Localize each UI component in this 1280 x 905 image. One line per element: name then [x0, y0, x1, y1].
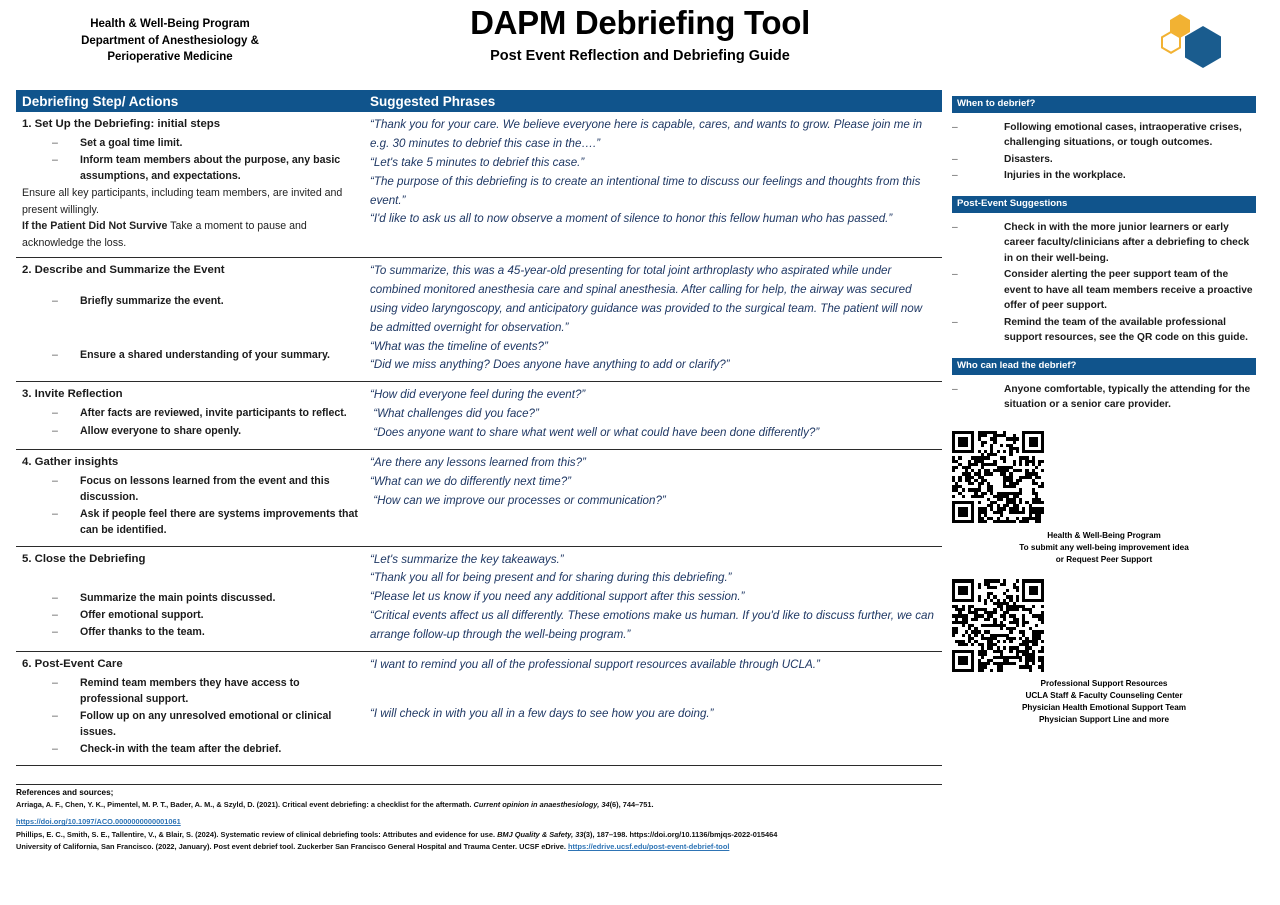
reference-text: Phillips, E. C., Smith, S. E., Tallentire, V., & Blair, S. (2024). Systematic review of clinical debriefing tools: Attributes and evidence for use.	[16, 830, 498, 840]
phrases-cell	[366, 450, 942, 545]
step-cell	[16, 450, 366, 545]
sidebar-list-post-event-suggestions	[952, 220, 1256, 346]
column-header-steps: Debriefing Step/ Actions	[22, 93, 179, 109]
table-row	[16, 450, 942, 546]
reference-link-row	[16, 811, 942, 829]
reference-text: Arriaga, A. F., Chen, Y. K., Pimentel, M. P. T., Bader, A. M., & Szyld, D. (2021). Critical event debriefing: a checklist for the aftermath.	[16, 800, 474, 810]
list-item	[952, 267, 1256, 314]
hexagon-logo	[1155, 10, 1235, 76]
qr-caption-line: To submit any well-being improvement idea	[1019, 542, 1189, 552]
step-title: 5. Close the Debriefing	[22, 552, 146, 565]
step-bullets	[22, 135, 360, 184]
phrase: “How can we improve our processes or communication?”	[370, 493, 666, 507]
qr-code-wellbeing-program[interactable]	[952, 431, 1045, 524]
note-bold-lead: If the Patient Did Not Survive	[22, 220, 168, 233]
step-title: 3. Invite Reflection	[22, 388, 123, 401]
table-row	[16, 112, 942, 258]
qr-block-wellbeing	[952, 431, 1256, 565]
step-bullets	[22, 675, 360, 757]
step-note: Ensure all key participants, including team members, are invited and present willingly.	[22, 187, 343, 216]
step-title: 1. Set Up the Debriefing: initial steps	[22, 118, 221, 130]
phrase: “What challenges did you face?”	[370, 407, 539, 421]
qr-caption-line: Physician Health Emotional Support Team	[1021, 703, 1187, 712]
sidebar-heading-post-event-suggestions: Post-Event Suggestions	[952, 196, 1256, 213]
reference-entry	[16, 841, 942, 853]
list-item: – Inform team members about the purpose, any basic assumptions, and expectations.	[22, 152, 360, 184]
list-item: – Offer thanks to the team.	[22, 624, 360, 640]
reference-link[interactable]: https://doi.org/10.1097/ACO.0000000000001061	[16, 817, 181, 827]
phrase: “Let's take 5 minutes to debrief this case.”	[370, 155, 585, 169]
list-item-label: Consider alerting the peer support team of the event to have all team members receive a proactive offer of peer support.	[1004, 269, 1253, 312]
step-bullets	[22, 473, 360, 538]
phrases-cell	[366, 382, 942, 449]
list-item-label: Injuries in the workplace.	[1004, 170, 1126, 182]
list-item	[952, 120, 1256, 151]
reference-entry	[16, 799, 942, 811]
sidebar	[952, 96, 1256, 726]
phrase: “To summarize, this was a 45-year-old presenting for total joint arthroplasty who aspirated while under combined monitored anesthesia care and spinal anesthesia. After calling for help, the airway was secured using video laryngoscopy, and anticipatory guidance was provided to the surgical team. The patient will now be admitted overnight for observation.”	[370, 264, 923, 334]
dash-marker: –	[952, 170, 958, 182]
qr-caption-professional-support	[952, 678, 1256, 726]
table-row	[16, 652, 942, 766]
step-title: 4. Gather insights	[22, 456, 119, 469]
list-item: – Check-in with the team after the debrief.	[22, 741, 360, 757]
phrase: “I will check in with you all in a few days to see how you are doing.”	[370, 706, 714, 720]
list-item: – Ensure a shared understanding of your summary.	[22, 347, 360, 363]
sidebar-heading-who-can-lead: Who can lead the debrief?	[952, 358, 1256, 375]
reference-text-tail: (6), 744–751.	[609, 800, 654, 810]
list-item: – Ask if people feel there are systems improvements that can be identified.	[22, 506, 360, 538]
phrase: “How did everyone feel during the event?”	[370, 388, 586, 402]
page-subtitle: Post Event Reflection and Debriefing Guide	[490, 47, 790, 64]
step-cell	[16, 112, 366, 257]
column-header-phrases: Suggested Phrases	[370, 93, 496, 109]
step-title: 6. Post-Event Care	[22, 657, 123, 670]
phrase: “Are there any lessons learned from this?”	[370, 456, 586, 470]
table-header-row	[16, 90, 942, 112]
phrase: “Did we miss anything? Does anyone have anything to add or clarify?”	[370, 358, 730, 372]
phrase: “Let's summarize the key takeaways.”	[370, 552, 564, 566]
org-line-2: Department of Anesthesiology &	[81, 34, 259, 47]
step-cell	[16, 547, 366, 651]
dash-marker: –	[952, 316, 958, 328]
phrase: “Critical events affect us all differently. These emotions make us human. If you'd like to discuss further, we can arrange follow-up through the well-being program.”	[370, 609, 934, 642]
table-row	[16, 258, 942, 382]
list-item: – After facts are reviewed, invite participants to reflect.	[22, 405, 360, 421]
references-divider	[16, 784, 942, 785]
reference-entry	[16, 829, 942, 841]
qr-caption-line: or Request Peer Support	[1055, 554, 1153, 564]
reference-journal: Current opinion in anaesthesiology, 34	[473, 800, 610, 810]
step-title: 2. Describe and Summarize the Event	[22, 264, 225, 277]
list-item: – Remind team members they have access to professional support.	[22, 675, 360, 707]
list-item-label: Disasters.	[1004, 153, 1053, 165]
step-note-survive	[22, 218, 360, 251]
org-line-1: Health & Well-Being Program	[90, 18, 250, 30]
reference-journal: BMJ Quality & Safety, 33	[497, 830, 584, 840]
list-item: – Offer emotional support.	[22, 607, 360, 623]
qr-caption-wellbeing	[952, 530, 1256, 566]
phrase: “What can we do differently next time?”	[370, 474, 572, 488]
list-item-label: Check in with the more junior learners or early career faculty/clinicians after a debriefing to check in on their well-being.	[1004, 221, 1250, 264]
qr-code-professional-support[interactable]	[952, 579, 1045, 672]
sidebar-list-when-to-debrief	[952, 120, 1256, 184]
phrases-cell	[366, 112, 942, 257]
dash-marker: –	[952, 269, 958, 281]
reference-text: University of California, San Francisco. (2022, January). Post event debrief tool. Zuckerber San Francisco General Hospital and Trauma Center. UCSF eDrive.	[16, 842, 569, 852]
phrases-cell	[366, 652, 942, 765]
table-row	[16, 547, 942, 652]
page-header	[0, 0, 1280, 88]
organization-block	[20, 16, 320, 66]
list-item: – Briefly summarize the event.	[22, 293, 360, 309]
note-rest: Take a moment to pause and acknowledge the loss.	[22, 220, 307, 249]
phrase: “Thank you for your care. We believe everyone here is capable, cares, and wants to grow. Please join me in e.g. 30 minutes to debrief this case in the….”	[370, 118, 923, 150]
phrase: “The purpose of this debriefing is to create an intentional time to discuss our feelings and thoughts from this event.”	[370, 174, 921, 207]
dash-marker: –	[952, 121, 958, 133]
qr-caption-line: UCLA Staff & Faculty Counseling Center	[1025, 691, 1183, 701]
list-item: – Allow everyone to share openly.	[22, 423, 360, 439]
list-item	[952, 315, 1256, 346]
sidebar-heading-when-to-debrief: When to debrief?	[952, 96, 1256, 113]
list-item: – Summarize the main points discussed.	[22, 590, 360, 606]
qr-block-professional-support	[952, 579, 1256, 725]
list-item	[952, 382, 1256, 413]
phrase: “I want to remind you all of the professional support resources available through UCLA.”	[370, 657, 820, 671]
list-item-label: Remind the team of the available professional support resources, see the QR code on this guide.	[1004, 316, 1248, 344]
list-item-label: Following emotional cases, intraoperative crises, challenging situations, or tough outcomes.	[1004, 121, 1242, 149]
org-line-3: Perioperative Medicine	[107, 51, 233, 64]
debriefing-table	[16, 90, 942, 766]
qr-caption-line: Health & Well-Being Program	[1047, 530, 1161, 540]
references-heading: References and sources;	[16, 788, 114, 797]
phrases-cell	[366, 258, 942, 381]
page-title: DAPM Debriefing Tool	[470, 4, 810, 41]
list-item: – Focus on lessons learned from the event and this discussion.	[22, 473, 360, 505]
title-block	[330, 4, 950, 64]
sidebar-list-who-can-lead	[952, 382, 1256, 413]
list-item: – Set a goal time limit.	[22, 135, 360, 151]
table-row	[16, 382, 942, 450]
phrase: “I'd like to ask us all to now observe a moment of silence to honor this fellow human who has passed.”	[370, 212, 893, 226]
step-cell	[16, 652, 366, 765]
list-item: – Follow up on any unresolved emotional or clinical issues.	[22, 708, 360, 740]
qr-caption-line: Professional Support Resources	[1040, 679, 1168, 689]
reference-link[interactable]: https://edrive.ucsf.edu/post-event-debrief-tool	[568, 842, 730, 852]
list-item	[952, 152, 1256, 168]
phrase: “Thank you all for being present and for sharing during this debriefing.”	[370, 571, 732, 585]
phrase: “What was the timeline of events?”	[370, 339, 548, 353]
step-cell	[16, 382, 366, 449]
dash-marker: –	[952, 153, 958, 165]
phrases-cell	[366, 547, 942, 651]
phrase: “Please let us know if you need any additional support after this session.”	[370, 590, 745, 604]
references-block	[16, 784, 942, 853]
reference-text-tail: (3), 187–198. https://doi.org/10.1136/bmjqs-2022-015464	[583, 830, 778, 840]
step-bullets	[22, 405, 360, 438]
list-item	[952, 220, 1256, 267]
list-item-label: Anyone comfortable, typically the attending for the situation or a senior care provider.	[1004, 383, 1251, 411]
list-item	[952, 168, 1256, 184]
step-bullets	[22, 293, 360, 363]
dash-marker: –	[952, 383, 958, 395]
phrase: “Does anyone want to share what went well or what could have been done differently?”	[370, 426, 820, 440]
step-cell	[16, 258, 366, 381]
qr-caption-line: Physician Support Line and more	[1038, 714, 1170, 724]
dash-marker: –	[952, 221, 958, 233]
step-bullets	[22, 590, 360, 640]
